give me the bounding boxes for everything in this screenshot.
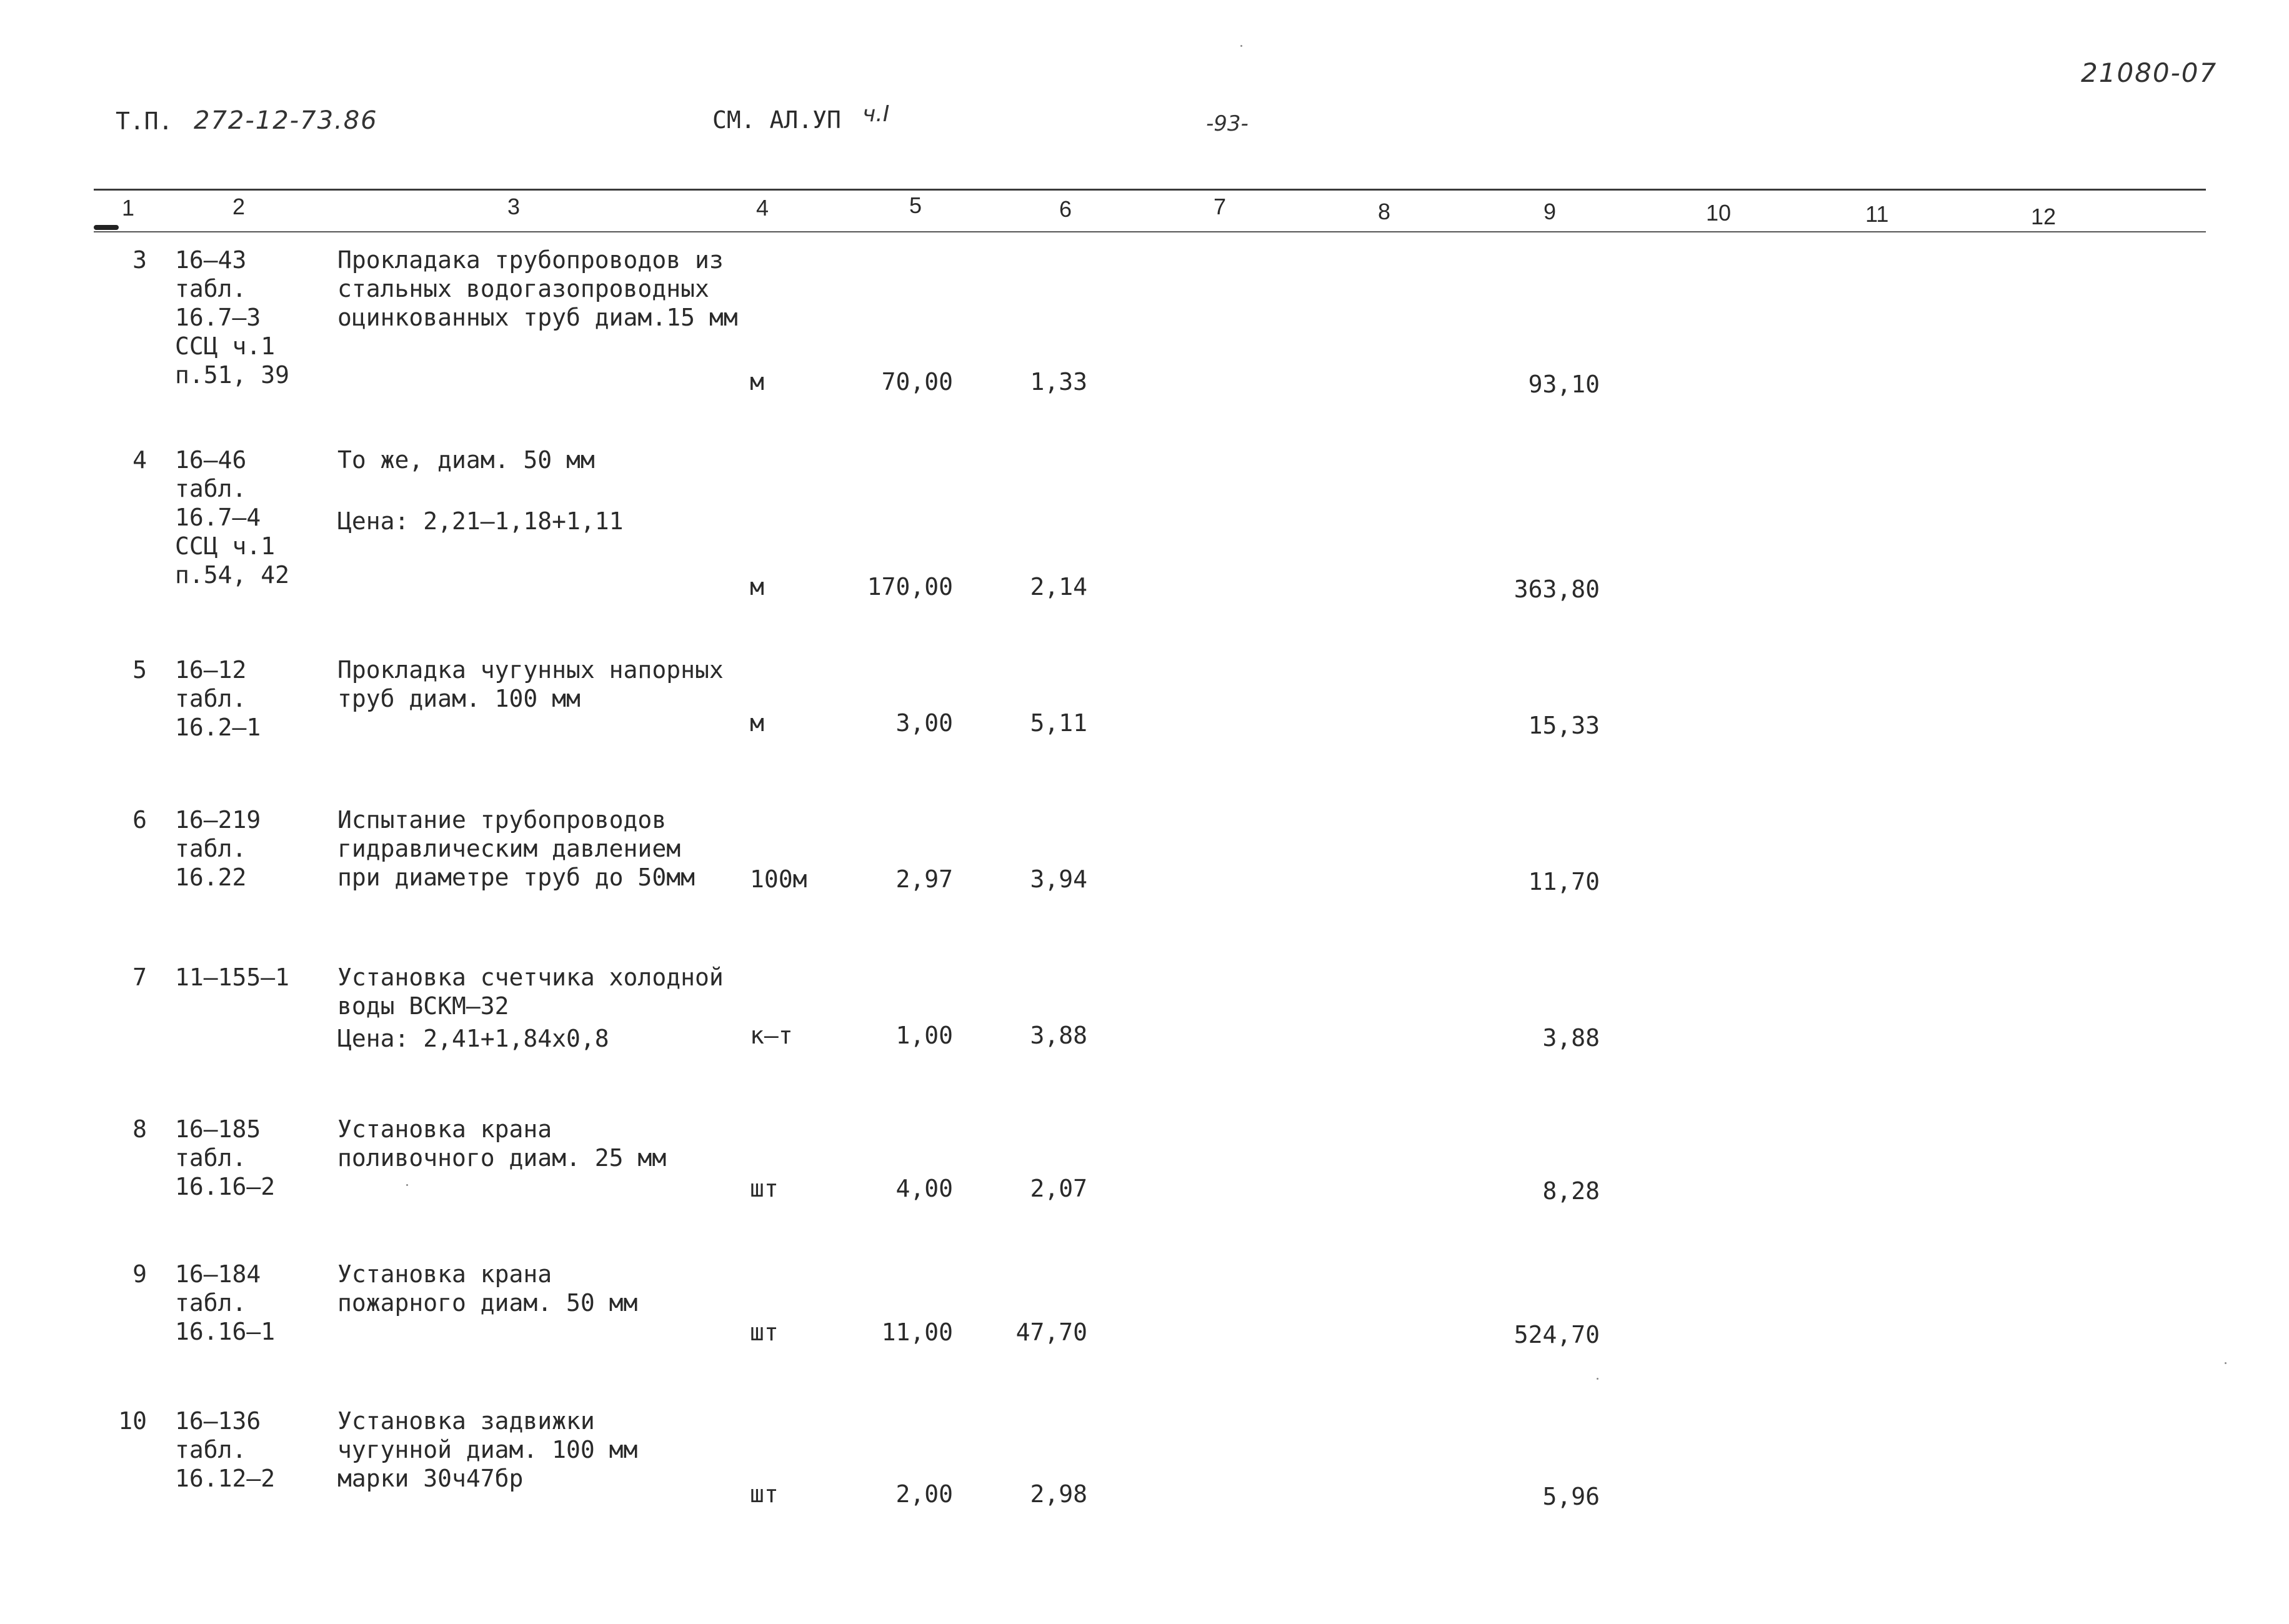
column-number: 9 <box>1543 199 1557 224</box>
work-description-line: при диаметре труб до 50мм <box>337 864 695 891</box>
norm-code-line: 16–43 <box>175 246 247 274</box>
album-part: ч.I <box>862 101 890 127</box>
row-number: 3 <box>132 246 147 274</box>
price-formula: Цена: 2,21–1,18+1,11 <box>337 507 624 535</box>
unit-price: 2,98 <box>1030 1480 1087 1508</box>
row-number: 9 <box>132 1260 147 1288</box>
norm-code-line: 16.7–4 <box>175 504 261 531</box>
price-formula: Цена: 2,41+1,84х0,8 <box>337 1025 609 1052</box>
norm-code-line: табл. <box>175 835 247 862</box>
norm-code-line: 16–185 <box>175 1115 261 1143</box>
quantity: 2,97 <box>895 865 953 893</box>
column-number: 1 <box>122 195 135 221</box>
norm-code-line: 11–155–1 <box>175 964 290 991</box>
quantity: 70,00 <box>881 368 953 396</box>
unit-price: 2,14 <box>1030 573 1087 600</box>
unit-of-measure: 100м <box>750 865 807 893</box>
column-number: 2 <box>232 194 246 219</box>
norm-code-line: табл. <box>175 1289 247 1317</box>
row-number: 5 <box>132 656 147 684</box>
work-description-line: гидравлическим давлением <box>337 835 681 862</box>
unit-price: 1,33 <box>1030 368 1087 396</box>
norm-code-line: п.54, 42 <box>175 561 290 589</box>
quantity: 170,00 <box>867 573 953 600</box>
unit-of-measure: м <box>750 709 764 737</box>
work-description-line: Испытание трубопроводов <box>337 806 667 834</box>
column-number: 12 <box>2031 204 2057 229</box>
unit-of-measure: м <box>750 573 764 600</box>
work-description-line: Установка крана <box>337 1115 552 1143</box>
norm-code-line: табл. <box>175 1436 247 1463</box>
work-description-line: поливочного диам. 25 мм <box>337 1144 667 1172</box>
column-number: 5 <box>909 192 922 218</box>
quantity: 4,00 <box>895 1175 953 1202</box>
norm-code-line: 16–219 <box>175 806 261 834</box>
unit-price: 5,11 <box>1030 709 1087 737</box>
norm-code-line: 16–12 <box>175 656 247 684</box>
norm-code-line: табл. <box>175 475 247 502</box>
doc-number: 272-12-73.86 <box>194 106 378 135</box>
total-cost: 3,88 <box>1542 1024 1600 1052</box>
scan-speck <box>406 1184 408 1186</box>
scan-speck <box>2225 1362 2227 1364</box>
total-cost: 15,33 <box>1528 712 1600 739</box>
column-number: 7 <box>1214 194 1227 219</box>
page-number: -93- <box>1206 111 1249 136</box>
norm-code-line: 16–136 <box>175 1407 261 1435</box>
work-description-line: стальных водогазопроводных <box>337 275 709 302</box>
unit-of-measure: м <box>750 368 764 396</box>
column-number: 10 <box>1706 200 1732 226</box>
row-number: 6 <box>132 806 147 834</box>
column-number: 3 <box>507 194 521 219</box>
archive-number: 21080-07 <box>2081 57 2218 88</box>
work-description-line: труб диам. 100 мм <box>337 685 581 712</box>
work-description-line: пожарного диам. 50 мм <box>337 1289 638 1317</box>
norm-code-line: табл. <box>175 1144 247 1172</box>
norm-code-line: 16.16–1 <box>175 1318 276 1345</box>
norm-code-line: 16.16–2 <box>175 1173 276 1200</box>
work-description-line: марки 30ч47бр <box>337 1465 524 1492</box>
quantity: 1,00 <box>895 1022 953 1049</box>
work-description-line: Установка задвижки <box>337 1407 595 1435</box>
quantity: 11,00 <box>881 1318 953 1346</box>
scan-speck <box>1597 1378 1598 1380</box>
unit-of-measure: шт <box>750 1175 779 1202</box>
norm-code-line: 16.12–2 <box>175 1465 276 1492</box>
norm-code-line: ССЦ ч.1 <box>175 532 276 560</box>
norm-code-line: 16.22 <box>175 864 247 891</box>
norm-code-line: табл. <box>175 275 247 302</box>
work-description-line: чугунной диам. 100 мм <box>337 1436 638 1463</box>
unit-price: 2,07 <box>1030 1175 1087 1202</box>
scan-speck <box>1240 45 1242 47</box>
quantity: 3,00 <box>895 709 953 737</box>
total-cost: 363,80 <box>1514 575 1600 603</box>
work-description-line: Прокладка чугунных напорных <box>337 656 724 684</box>
total-cost: 5,96 <box>1542 1483 1600 1510</box>
total-cost: 8,28 <box>1542 1177 1600 1205</box>
norm-code-line: 16.2–1 <box>175 714 261 741</box>
row-number: 7 <box>132 964 147 991</box>
column-number: 4 <box>756 195 769 221</box>
unit-price: 47,70 <box>1015 1318 1087 1346</box>
table-header-rule <box>94 231 2206 232</box>
unit-price: 3,88 <box>1030 1022 1087 1049</box>
norm-code-line: 16.7–3 <box>175 304 261 331</box>
table-top-rule <box>94 189 2206 191</box>
norm-code-line: ССЦ ч.1 <box>175 332 276 360</box>
norm-code-line: 16–184 <box>175 1260 261 1288</box>
work-description-line: То же, диам. 50 мм <box>337 446 595 474</box>
row-number: 10 <box>118 1407 147 1435</box>
column-number: 8 <box>1378 199 1391 224</box>
total-cost: 93,10 <box>1528 371 1600 398</box>
norm-code-line: 16–46 <box>175 446 247 474</box>
unit-of-measure: к–т <box>750 1022 793 1049</box>
quantity: 2,00 <box>895 1480 953 1508</box>
work-description-line: оцинкованных труб диам.15 мм <box>337 304 738 331</box>
work-description-line: Прокладака трубопроводов из <box>337 246 724 274</box>
total-cost: 524,70 <box>1514 1321 1600 1348</box>
row-number: 8 <box>132 1115 147 1143</box>
total-cost: 11,70 <box>1528 868 1600 895</box>
work-description-line: Установка крана <box>337 1260 552 1288</box>
work-description-line: воды ВСКМ–32 <box>337 992 509 1020</box>
row-number: 4 <box>132 446 147 474</box>
work-description-line: Установка счетчика холодной <box>337 964 724 991</box>
unit-of-measure: шт <box>750 1480 779 1508</box>
norm-code-line: п.51, 39 <box>175 361 290 389</box>
norm-code-line: табл. <box>175 685 247 712</box>
unit-price: 3,94 <box>1030 865 1087 893</box>
doc-prefix: Т.П. <box>116 107 173 135</box>
column-number: 11 <box>1865 201 1889 227</box>
unit-of-measure: шт <box>750 1318 779 1346</box>
album-reference: СМ. АЛ.УП <box>712 106 841 134</box>
margin-tick-mark <box>94 225 119 230</box>
column-number: 6 <box>1059 196 1072 222</box>
